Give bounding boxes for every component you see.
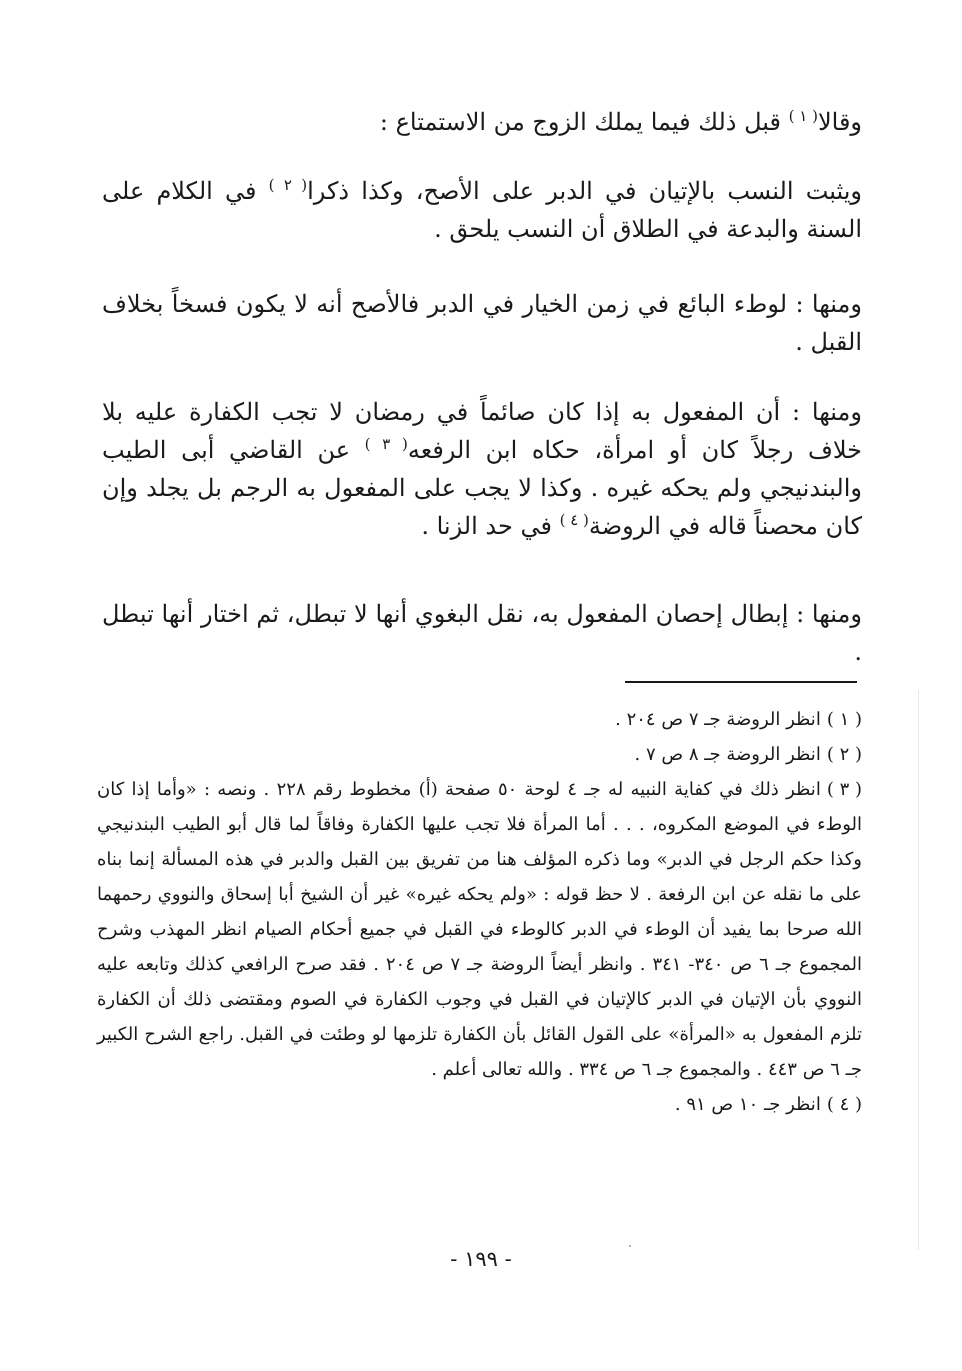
paragraph-5-text: ومنها : إبطال إحصان المفعول به، نقل البغوي أنها لا تبطل، ثم اختار أنها تبطل . [102, 600, 862, 666]
footnote-1-text: انظر الروضة جـ ٧ ص ٢٠٤ . [615, 709, 821, 730]
footnote-ref-3[interactable]: ( ٣ ) [364, 435, 408, 453]
scan-speck [629, 1245, 631, 1247]
footnote-1 [97, 702, 862, 737]
paragraph-3 [102, 285, 862, 361]
footnote-4-number: ( ٤ ) [826, 1094, 862, 1115]
footnote-ref-2[interactable]: ( ٢ ) [268, 176, 308, 194]
paragraph-4-start: ومنها : أن المفعول به إذا كان صائماً في رمضان لا تجب الكفارة عليه بلا خلاف رجلاً كان أو امرأة، حكاه ابن الرفعه [102, 398, 862, 464]
paragraph-3-text: ومنها : لوطء البائع في زمن الخيار في الدبر فالأصح أنه لا يكون فسخاً بخلاف القبل . [102, 290, 862, 356]
paragraph-2-start: ويثبت النسب بالإتيان في الدبر على الأصح، وكذا ذكرا [307, 177, 863, 205]
page-number: - ١٩٩ - [450, 1247, 512, 1271]
footnote-2-text: انظر الروضة جـ ٨ ص ٧ . [634, 744, 821, 765]
paragraph-4-end: في حد الزنا . [421, 512, 560, 540]
paragraph-4-middle: عن القاضي أبى الطيب والبندنيجي ولم يحكه غيره . وكذا لا يجب على المفعول به الرجم بل يجلد وإن كان محصناً قاله في الروضة [102, 436, 862, 540]
footnote-3 [97, 772, 862, 1087]
footnotes [97, 702, 862, 1122]
paragraph-4 [102, 393, 862, 545]
footnote-ref-4[interactable]: ( ٤ ) [559, 511, 589, 529]
paragraph-2 [102, 172, 862, 248]
paragraph-1-end: قبل ذلك فيما يملك الزوج من الاستمتاع : [379, 108, 789, 136]
paragraph-1-start: وقالا [817, 108, 862, 136]
footnote-4-text: انظر جـ ١٠ ص ٩١ . [674, 1094, 821, 1115]
footnote-2 [97, 737, 862, 772]
footnote-2-number: ( ٢ ) [826, 744, 862, 765]
paragraph-1 [102, 103, 862, 141]
footnote-ref-1[interactable]: ( ١ ) [788, 107, 818, 125]
footnote-3-text: انظر ذلك في كفاية النبيه له جـ ٤ لوحة ٥٠ صفحة (أ) مخطوط رقم ٢٢٨ . ونصه : «وأما إذا كان الوطء في الموضع المكروه، . . . أما المرأة فلا تجب عليها الكفارة وفاقاً لما قال أبو الطيب البندنيجي وكذا حكم الرجل في الدبر» وما ذكره المؤلف هنا من تفريق بين القبل والدبر في هذه المسألة إنما بناه على ما نقله عن ابن الرفعة . لا حظ قوله : «ولم يحكه غيره» غير أن الشيخ أبا إسحاق والنووي رحمهما الله صرحا بما يفيد أن الوطء في الدبر كالوطء في القبل في جميع أحكام الصيام انظر المهذب وشرح المجموع جـ ٦ ص ٣٤٠- ٣٤١ . وانظر أيضاً الروضة جـ ٧ ص ٢٠٤ . فقد صرح الرافعي كذلك وتابعه عليه النووي بأن الإتيان في الدبر كالإتيان في القبل في وجوب الكفارة في الصوم ومقتضى ذلك أن الكفارة تلزم المفعول به «المرأة» على القول القائل بأن الكفارة تلزمها لو وطئت في القبل. راجع الشرح الكبير جـ ٦ ص ٤٤٣ . والمجموع جـ ٦ ص ٣٣٤ . والله تعالى أعلم . [97, 779, 862, 1080]
footnote-separator [625, 681, 857, 683]
footnote-3-number: ( ٣ ) [826, 779, 862, 800]
paragraph-2-end: في الكلام على السنة والبدعة في الطلاق أن النسب يلحق . [102, 177, 862, 243]
paragraph-5 [102, 595, 862, 671]
scan-edge-shadow [918, 690, 919, 1250]
footnote-1-number: ( ١ ) [826, 709, 862, 730]
footnote-4 [97, 1087, 862, 1122]
